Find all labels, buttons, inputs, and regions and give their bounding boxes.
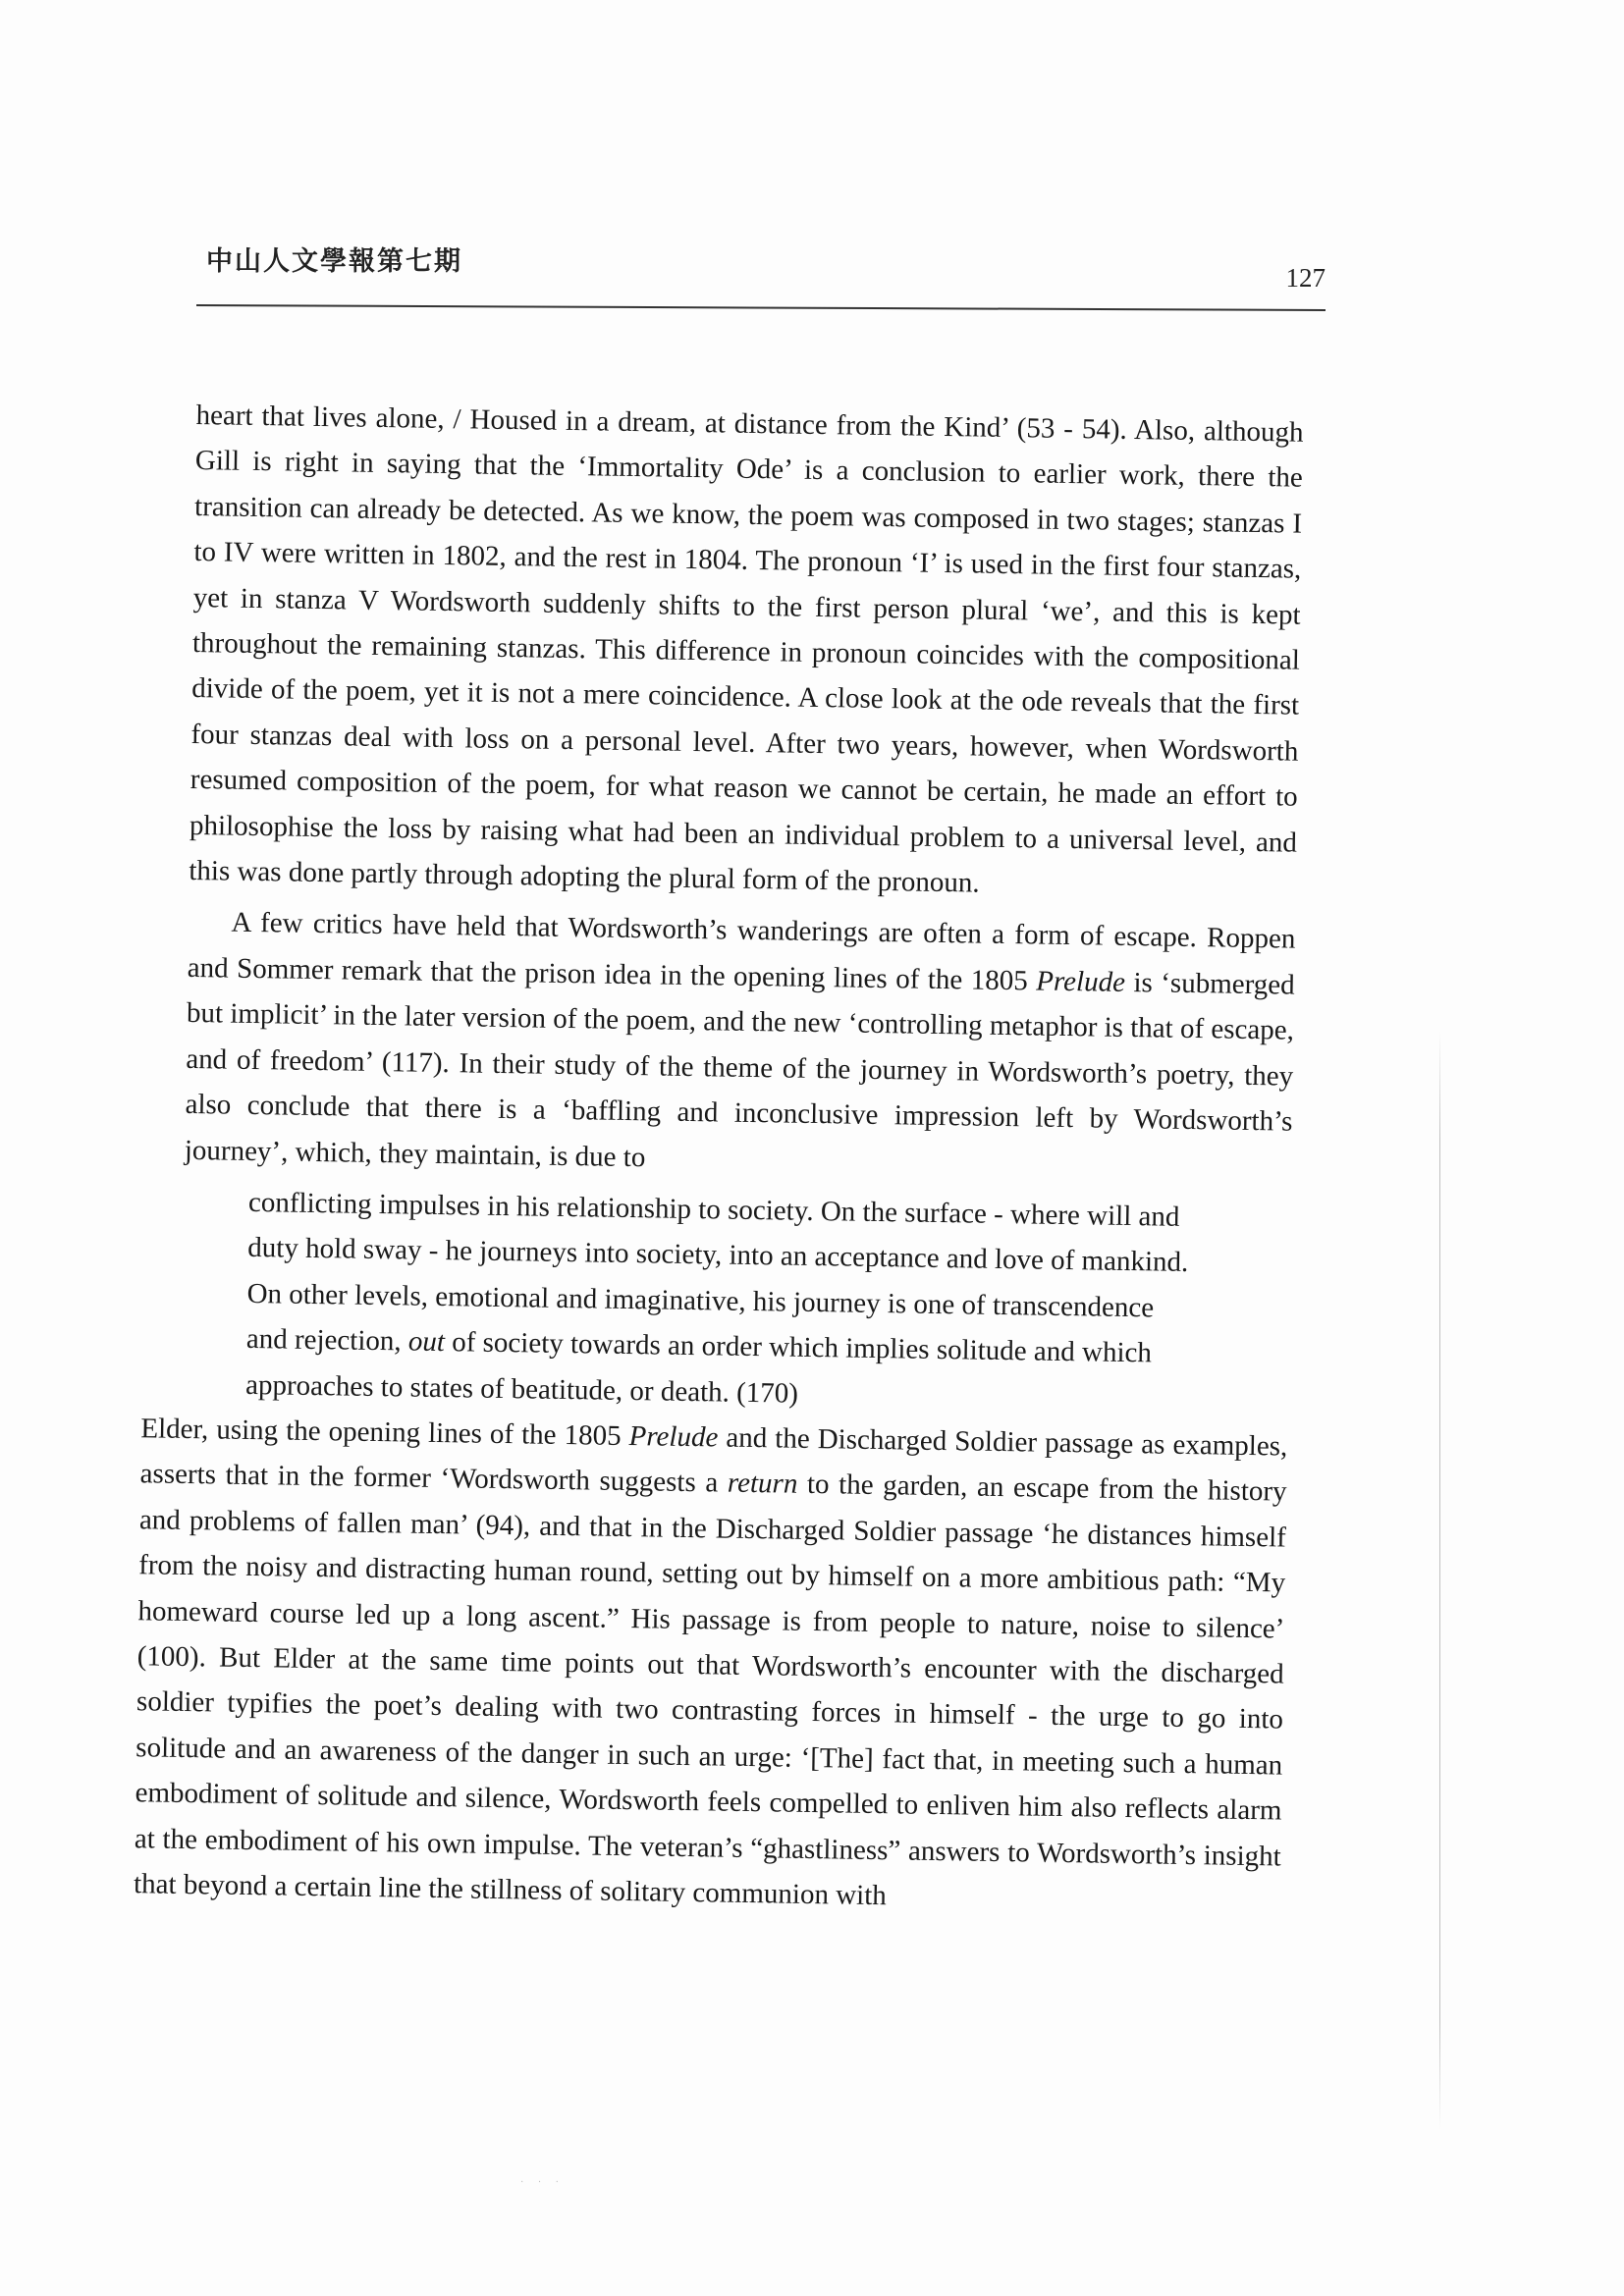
page-number: 127 [1285,263,1326,293]
italic-title: Prelude [1036,965,1126,998]
paragraph-text: A few critics have held that Wordsworth’s wanderings are often a form of escape. Roppen and Sommer remark that the prison idea in the opening lines of the 1805 [187,907,1296,997]
paragraph [134,1406,1288,1925]
paragraph-text: and the Discharged Soldier passage as examples, asserts that in the former ‘Wordsworth suggests a [139,1421,1288,1499]
block-quote [245,1180,1194,1422]
body-text [133,393,1304,1925]
scan-binding-edge [1439,1031,1440,2130]
paragraph-text: Elder, using the opening lines of the 1805 [140,1413,629,1452]
paragraph [185,899,1296,1190]
paragraph-text: is ‘submerged but implicit’ in the later version of the poem, and the new ‘controlling metaphor is that of escape, and of freedom’ (117). In their study of the theme of the journey in Wordsworth’s poetry, they also conclude that there is a ‘baffling and inconclusive impression left by Wordsworth’s journey’, which, they maintain, is due to [184,966,1295,1173]
paragraph-text: to the garden, an escape from the history and problems of fallen man’ (94), and that in the Discharged Soldier passage ‘he distances himself from the noisy and distracting human round, setting out by himself on a more ambitious path: “My homeward course led up a long ascent.” His passage is from people to nature, noise to silence’ (100). But Elder at the same time points out that Wordsworth’s encounter with the discharged soldier typifies the poet’s dealing with two contrasting forces in himself - the urge to go into solitude and an awareness of the danger in such an urge: ‘[The] fact that, in meeting such a human embodiment of solitude and silence, Wordsworth feels compelled to enliven him also reflects alarm at the embodiment of his own impulse. The veteran’s “ghastliness” answers to Wordsworth’s insight that beyond a certain line the stillness of solitary communion with [133,1468,1287,1912]
journal-title: 中山人文學報第七期 [206,246,462,277]
quote-text: of society towards an order which implies solitude and which approaches to states of beatitude, or death. (170) [244,1326,1153,1410]
italic-word: out [407,1325,446,1359]
scan-artifact: · · · [520,2177,565,2188]
running-header [196,234,1326,312]
paragraph [189,393,1304,911]
paragraph-text: heart that lives alone, / Housed in a dream, at distance from the Kind’ (53 - 54). Also, although Gill is right in saying that the ‘Immortality Ode’ is a conclusion to earlier work, there the transition can already be detected. As we know, the poem was composed in two stages; stanzas I to IV were written in 1802, and the rest in 1804. The pronoun ‘I’ is used in the first four stanzas, yet in stanza V Wordsworth suddenly shifts to the first person plural ‘we’, and this is kept throughout the remaining stanzas. This difference in pronoun coincides with the compositional divide of the poem, yet it is not a mere coincidence. A close look at the ode reveals that the first four stanzas deal with loss on a personal level. After two years, however, when Wordsworth resumed composition of the poem, for what reason we cannot be certain, he made an effort to philosophise the loss by raising what had been an individual problem to a universal level, and this was done partly through adopting the plural form of the pronoun. [189,399,1304,899]
header-rule [196,304,1326,311]
quote-text: conflicting impulses in his relationship to society. On the surface - where will and duty hold sway - he journeys into society, into an acceptance and love of mankind. On other levels, emotional and imaginative, his journey is one of transcendence and rejection, [245,1186,1189,1358]
italic-word: return [727,1467,798,1501]
italic-title: Prelude [628,1419,719,1454]
